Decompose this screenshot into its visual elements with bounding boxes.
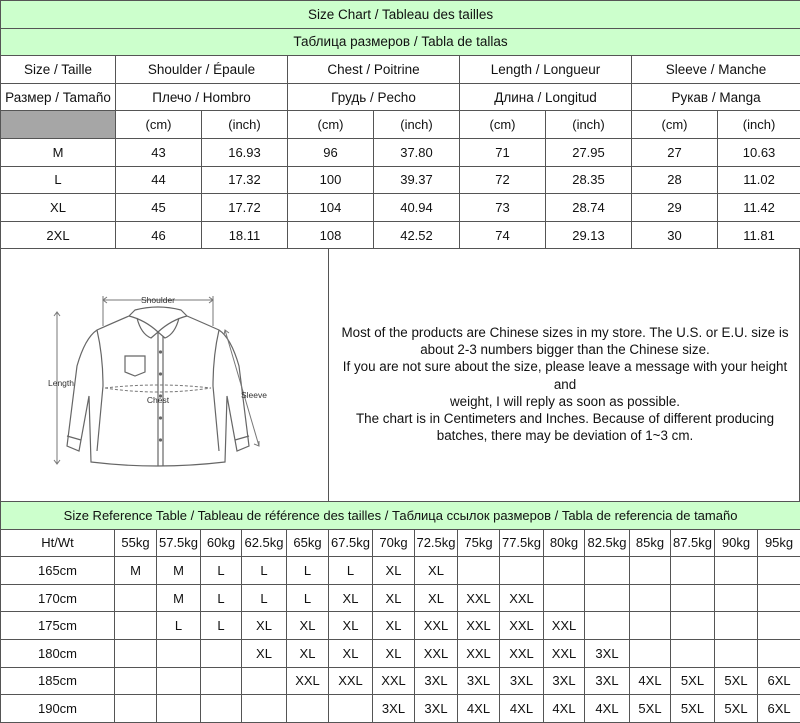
- measurement-cell: 11.81: [718, 221, 800, 249]
- measurement-cell: 16.93: [202, 138, 288, 166]
- recommended-size-cell: XXL: [415, 639, 458, 667]
- recommended-size-cell: XXL: [500, 612, 544, 640]
- recommended-size-cell: M: [157, 584, 201, 612]
- recommended-size-cell: 3XL: [415, 695, 458, 723]
- measurement-cell: 29.13: [546, 221, 632, 249]
- measurement-cell: 10.63: [718, 138, 800, 166]
- recommended-size-cell: L: [242, 557, 287, 585]
- column-header-shoulder-ru-es: Плечо / Hombro: [116, 83, 288, 111]
- recommended-size-cell: [758, 639, 800, 667]
- measurement-cell: 28.74: [546, 194, 632, 222]
- note-line: Most of the products are Chinese sizes in my store. The U.S. or E.U. size is: [331, 324, 799, 341]
- weight-header: 82.5kg: [585, 529, 630, 557]
- weight-header: 95kg: [758, 529, 800, 557]
- recommended-size-cell: XL: [373, 639, 415, 667]
- weight-header: 87.5kg: [671, 529, 715, 557]
- recommended-size-cell: XL: [373, 557, 415, 585]
- recommended-size-cell: [671, 639, 715, 667]
- measurement-cell: 11.42: [718, 194, 800, 222]
- recommended-size-cell: 4XL: [544, 695, 585, 723]
- measurement-cell: 11.02: [718, 166, 800, 194]
- unit-cm: (cm): [288, 111, 374, 139]
- height-weight-corner: Ht/Wt: [1, 529, 115, 557]
- recommended-size-cell: [630, 612, 671, 640]
- column-header-shoulder: Shoulder / Épaule: [116, 56, 288, 84]
- weight-header: 75kg: [458, 529, 500, 557]
- recommended-size-cell: 3XL: [544, 667, 585, 695]
- note-line: weight, I will reply as soon as possible.: [331, 393, 799, 410]
- height-cell: 170cm: [1, 584, 115, 612]
- measurement-cell: 39.37: [374, 166, 460, 194]
- column-header-length: Length / Longueur: [460, 56, 632, 84]
- recommended-size-cell: [157, 695, 201, 723]
- recommended-size-cell: M: [115, 557, 157, 585]
- recommended-size-cell: [544, 584, 585, 612]
- column-header-length-ru-es: Длина / Longitud: [460, 83, 632, 111]
- measurement-cell: 71: [460, 138, 546, 166]
- recommended-size-cell: 4XL: [585, 695, 630, 723]
- recommended-size-cell: XL: [287, 639, 329, 667]
- recommended-size-cell: XXL: [329, 667, 373, 695]
- unit-inch: (inch): [374, 111, 460, 139]
- recommended-size-cell: [758, 584, 800, 612]
- recommended-size-cell: L: [201, 557, 242, 585]
- recommended-size-cell: [758, 612, 800, 640]
- recommended-size-cell: [715, 584, 758, 612]
- table-row: [1, 695, 800, 723]
- recommended-size-cell: 3XL: [500, 667, 544, 695]
- size-cell: XL: [1, 194, 116, 222]
- section-divider: [328, 248, 329, 501]
- recommended-size-cell: [287, 695, 329, 723]
- recommended-size-cell: XXL: [500, 584, 544, 612]
- info-section: [0, 248, 800, 501]
- recommended-size-cell: XL: [329, 639, 373, 667]
- recommended-size-cell: 5XL: [671, 695, 715, 723]
- recommended-size-cell: L: [201, 612, 242, 640]
- recommended-size-cell: XL: [373, 612, 415, 640]
- weight-header: 77.5kg: [500, 529, 544, 557]
- recommended-size-cell: XXL: [500, 639, 544, 667]
- recommended-size-cell: 5XL: [715, 667, 758, 695]
- recommended-size-cell: [115, 584, 157, 612]
- recommended-size-cell: [671, 612, 715, 640]
- recommended-size-cell: [758, 557, 800, 585]
- measurement-cell: 28: [632, 166, 718, 194]
- size-chart-title: Size Chart / Tableau des tailles: [1, 1, 800, 29]
- recommended-size-cell: 5XL: [630, 695, 671, 723]
- recommended-size-cell: [585, 612, 630, 640]
- measurement-cell: 108: [288, 221, 374, 249]
- recommended-size-cell: 4XL: [630, 667, 671, 695]
- weight-header: 72.5kg: [415, 529, 458, 557]
- recommended-size-cell: 6XL: [758, 695, 800, 723]
- reference-title: Size Reference Table / Tableau de référence des tailles / Таблица ссылок размеров / Tabla de referencia de tamaño: [1, 502, 800, 530]
- recommended-size-cell: 4XL: [458, 695, 500, 723]
- size-label: Size / Taille: [1, 56, 116, 84]
- measurement-cell: 37.80: [374, 138, 460, 166]
- height-cell: 175cm: [1, 612, 115, 640]
- measurement-cell: 27.95: [546, 138, 632, 166]
- measurement-cell: 74: [460, 221, 546, 249]
- measurement-cell: 17.32: [202, 166, 288, 194]
- recommended-size-cell: [458, 557, 500, 585]
- unit-inch: (inch): [718, 111, 800, 139]
- measurement-cell: 44: [116, 166, 202, 194]
- recommended-size-cell: XL: [242, 639, 287, 667]
- table-row: [1, 639, 800, 667]
- recommended-size-cell: L: [287, 584, 329, 612]
- recommended-size-cell: XXL: [544, 612, 585, 640]
- table-row: [1, 166, 800, 194]
- height-cell: 165cm: [1, 557, 115, 585]
- recommended-size-cell: XL: [329, 584, 373, 612]
- recommended-size-cell: 4XL: [500, 695, 544, 723]
- recommended-size-cell: M: [157, 557, 201, 585]
- note-line: about 2-3 numbers bigger than the Chinese size.: [331, 341, 799, 358]
- weight-header: 57.5kg: [157, 529, 201, 557]
- recommended-size-cell: XL: [287, 612, 329, 640]
- recommended-size-cell: [242, 695, 287, 723]
- size-chart-subtitle: Таблица размеров / Tabla de tallas: [1, 28, 800, 56]
- measurement-cell: 43: [116, 138, 202, 166]
- weight-header: 62.5kg: [242, 529, 287, 557]
- recommended-size-cell: XXL: [458, 639, 500, 667]
- recommended-size-cell: [157, 667, 201, 695]
- unit-cm: (cm): [460, 111, 546, 139]
- recommended-size-cell: [715, 639, 758, 667]
- recommended-size-cell: [201, 639, 242, 667]
- recommended-size-cell: 3XL: [373, 695, 415, 723]
- weight-header: 85kg: [630, 529, 671, 557]
- shirt-measurement-diagram: [37, 286, 277, 476]
- height-cell: 185cm: [1, 667, 115, 695]
- recommended-size-cell: [630, 639, 671, 667]
- height-cell: 190cm: [1, 695, 115, 723]
- weight-header: 55kg: [115, 529, 157, 557]
- recommended-size-cell: XXL: [458, 584, 500, 612]
- recommended-size-cell: [115, 695, 157, 723]
- measurement-cell: 42.52: [374, 221, 460, 249]
- measurement-cell: 30: [632, 221, 718, 249]
- recommended-size-cell: [242, 667, 287, 695]
- recommended-size-cell: 5XL: [715, 695, 758, 723]
- unit-corner: [1, 111, 116, 139]
- size-reference-table: [0, 501, 800, 723]
- size-note: [331, 324, 799, 444]
- recommended-size-cell: XL: [415, 584, 458, 612]
- size-label-ru-es: Размер / Tamaño: [1, 83, 116, 111]
- recommended-size-cell: 3XL: [458, 667, 500, 695]
- weight-header: 60kg: [201, 529, 242, 557]
- size-cell: L: [1, 166, 116, 194]
- measurement-cell: 45: [116, 194, 202, 222]
- table-row: [1, 138, 800, 166]
- table-row: [1, 612, 800, 640]
- recommended-size-cell: [500, 557, 544, 585]
- diagram-label-chest: Chest: [147, 395, 170, 405]
- recommended-size-cell: XXL: [458, 612, 500, 640]
- table-row: [1, 584, 800, 612]
- recommended-size-cell: XXL: [415, 612, 458, 640]
- unit-inch: (inch): [202, 111, 288, 139]
- weight-header: 70kg: [373, 529, 415, 557]
- table-row: [1, 667, 800, 695]
- column-header-sleeve-ru-es: Рукав / Manga: [632, 83, 800, 111]
- recommended-size-cell: [630, 584, 671, 612]
- note-line: The chart is in Centimeters and Inches. Because of different producing: [331, 410, 799, 427]
- recommended-size-cell: [715, 557, 758, 585]
- shirt-outline-icon: [37, 286, 277, 476]
- measurement-cell: 100: [288, 166, 374, 194]
- weight-header: 90kg: [715, 529, 758, 557]
- unit-cm: (cm): [632, 111, 718, 139]
- recommended-size-cell: [671, 584, 715, 612]
- measurement-cell: 104: [288, 194, 374, 222]
- recommended-size-cell: L: [287, 557, 329, 585]
- weight-header: 80kg: [544, 529, 585, 557]
- column-header-sleeve: Sleeve / Manche: [632, 56, 800, 84]
- diagram-label-length: Length: [48, 378, 74, 388]
- recommended-size-cell: XXL: [544, 639, 585, 667]
- measurement-cell: 17.72: [202, 194, 288, 222]
- weight-header: 65kg: [287, 529, 329, 557]
- measurement-cell: 40.94: [374, 194, 460, 222]
- measurement-cell: 73: [460, 194, 546, 222]
- recommended-size-cell: [157, 639, 201, 667]
- recommended-size-cell: 3XL: [415, 667, 458, 695]
- recommended-size-cell: [329, 695, 373, 723]
- recommended-size-cell: L: [242, 584, 287, 612]
- recommended-size-cell: [544, 557, 585, 585]
- recommended-size-cell: [715, 612, 758, 640]
- recommended-size-cell: [585, 584, 630, 612]
- measurement-cell: 29: [632, 194, 718, 222]
- size-chart-table: [0, 0, 800, 249]
- measurement-cell: 27: [632, 138, 718, 166]
- recommended-size-cell: XL: [373, 584, 415, 612]
- unit-inch: (inch): [546, 111, 632, 139]
- recommended-size-cell: L: [157, 612, 201, 640]
- measurement-cell: 28.35: [546, 166, 632, 194]
- table-row: [1, 221, 800, 249]
- recommended-size-cell: [201, 667, 242, 695]
- unit-cm: (cm): [116, 111, 202, 139]
- recommended-size-cell: L: [329, 557, 373, 585]
- recommended-size-cell: L: [201, 584, 242, 612]
- column-header-chest-ru-es: Грудь / Pecho: [288, 83, 460, 111]
- height-cell: 180cm: [1, 639, 115, 667]
- size-cell: 2XL: [1, 221, 116, 249]
- recommended-size-cell: XXL: [287, 667, 329, 695]
- diagram-label-sleeve: Sleeve: [241, 390, 267, 400]
- table-row: [1, 194, 800, 222]
- recommended-size-cell: 3XL: [585, 639, 630, 667]
- recommended-size-cell: [115, 639, 157, 667]
- weight-header: 67.5kg: [329, 529, 373, 557]
- recommended-size-cell: [585, 557, 630, 585]
- recommended-size-cell: [671, 557, 715, 585]
- recommended-size-cell: [201, 695, 242, 723]
- measurement-cell: 72: [460, 166, 546, 194]
- column-header-chest: Chest / Poitrine: [288, 56, 460, 84]
- recommended-size-cell: 3XL: [585, 667, 630, 695]
- recommended-size-cell: [115, 612, 157, 640]
- measurement-cell: 46: [116, 221, 202, 249]
- recommended-size-cell: XL: [242, 612, 287, 640]
- recommended-size-cell: 6XL: [758, 667, 800, 695]
- diagram-label-shoulder: Shoulder: [141, 295, 175, 305]
- recommended-size-cell: 5XL: [671, 667, 715, 695]
- note-line: If you are not sure about the size, please leave a message with your height and: [331, 358, 799, 392]
- recommended-size-cell: XXL: [373, 667, 415, 695]
- table-row: [1, 557, 800, 585]
- recommended-size-cell: [630, 557, 671, 585]
- recommended-size-cell: [115, 667, 157, 695]
- note-line: batches, there may be deviation of 1~3 cm.: [331, 427, 799, 444]
- measurement-cell: 96: [288, 138, 374, 166]
- recommended-size-cell: XL: [329, 612, 373, 640]
- recommended-size-cell: XL: [415, 557, 458, 585]
- size-cell: M: [1, 138, 116, 166]
- measurement-cell: 18.11: [202, 221, 288, 249]
